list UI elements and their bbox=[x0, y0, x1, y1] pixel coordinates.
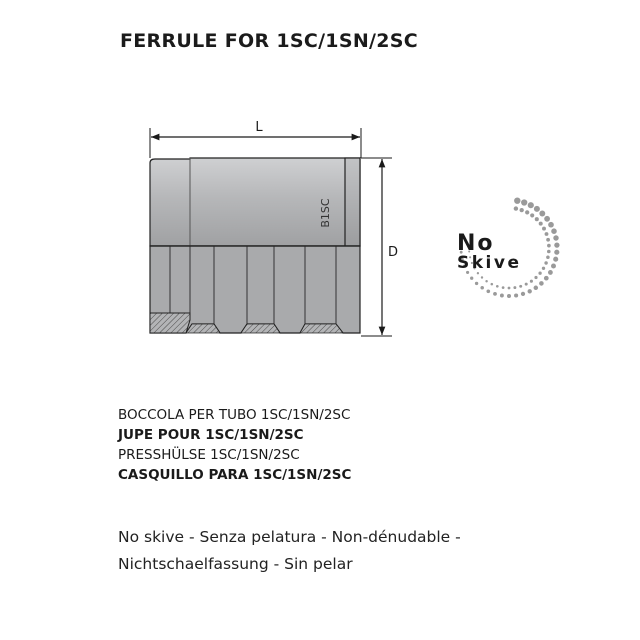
badge-dot bbox=[547, 244, 551, 248]
badge-dot bbox=[514, 206, 518, 210]
no-skive-badge bbox=[457, 198, 560, 299]
badge-dot bbox=[551, 264, 556, 269]
badge-dot bbox=[514, 198, 520, 204]
badge-dot bbox=[502, 286, 505, 289]
length-label: L bbox=[255, 120, 263, 135]
badge-dot bbox=[475, 282, 478, 285]
badge-dot bbox=[480, 286, 484, 290]
diameter-dimension bbox=[361, 158, 398, 336]
badge-dot bbox=[507, 294, 511, 298]
badge-dot bbox=[553, 257, 558, 262]
description-line-2: Nichtschaelfassung - Sin pelar bbox=[118, 555, 353, 573]
name-german: PRESSHÜLSE 1SC/1SN/2SC bbox=[118, 447, 300, 463]
badge-dot bbox=[538, 272, 541, 275]
badge-dot bbox=[528, 289, 532, 293]
badge-dot bbox=[496, 285, 499, 288]
badge-dot bbox=[553, 235, 558, 240]
ferrule-body bbox=[150, 158, 360, 333]
product-names bbox=[118, 405, 351, 485]
badge-dot bbox=[481, 276, 483, 278]
badge-dot bbox=[485, 280, 487, 282]
badge-dot bbox=[528, 202, 534, 208]
badge-dot bbox=[551, 228, 557, 234]
badge-line-2: Skive bbox=[457, 253, 522, 273]
badge-dot bbox=[548, 270, 553, 275]
badge-dot bbox=[491, 283, 494, 286]
badge-dot bbox=[521, 292, 525, 296]
badge-dot bbox=[534, 276, 537, 279]
badge-dot bbox=[546, 238, 550, 242]
badge-dot bbox=[486, 289, 490, 293]
badge-dot bbox=[539, 281, 544, 286]
badge-dot bbox=[508, 287, 511, 290]
badge-dot bbox=[546, 256, 550, 260]
length-dimension bbox=[150, 120, 361, 158]
badge-dot bbox=[534, 286, 538, 290]
no-skive-description bbox=[118, 524, 461, 578]
badge-dot bbox=[554, 250, 559, 255]
badge-dot bbox=[500, 294, 504, 298]
badge-dot bbox=[544, 261, 547, 264]
description-line-1: No skive - Senza pelatura - Non-dénudable - bbox=[118, 528, 461, 546]
badge-dot bbox=[542, 227, 546, 231]
badge-dot bbox=[493, 292, 497, 296]
badge-dot bbox=[525, 283, 528, 286]
badge-dot bbox=[521, 199, 527, 205]
badge-dot bbox=[513, 286, 516, 289]
badge-line-1: No bbox=[457, 231, 495, 256]
badge-dot bbox=[535, 217, 539, 221]
badge-dot bbox=[544, 276, 549, 281]
badge-dot bbox=[530, 213, 534, 217]
diameter-label: D bbox=[387, 245, 399, 260]
badge-dot bbox=[545, 232, 549, 236]
name-italian: BOCCOLA PER TUBO 1SC/1SN/2SC bbox=[118, 407, 351, 423]
badge-dot bbox=[554, 242, 559, 247]
badge-dot bbox=[519, 285, 522, 288]
badge-dot bbox=[520, 208, 524, 212]
badge-dot bbox=[539, 211, 545, 217]
badge-dot bbox=[534, 206, 540, 212]
badge-dot bbox=[547, 250, 551, 254]
badge-dot bbox=[525, 210, 529, 214]
page-title: FERRULE FOR 1SC/1SN/2SC bbox=[120, 30, 419, 52]
badge-dot bbox=[514, 293, 518, 297]
badge-dot bbox=[542, 267, 545, 270]
name-french: JUPE POUR 1SC/1SN/2SC bbox=[118, 427, 304, 443]
badge-dot bbox=[530, 280, 533, 283]
name-spanish: CASQUILLO PARA 1SC/1SN/2SC bbox=[118, 467, 352, 483]
part-marking: B1SC bbox=[319, 198, 332, 228]
badge-dot bbox=[544, 216, 550, 222]
badge-dot bbox=[539, 222, 543, 226]
badge-dot bbox=[548, 222, 554, 228]
badge-dot bbox=[470, 277, 473, 280]
